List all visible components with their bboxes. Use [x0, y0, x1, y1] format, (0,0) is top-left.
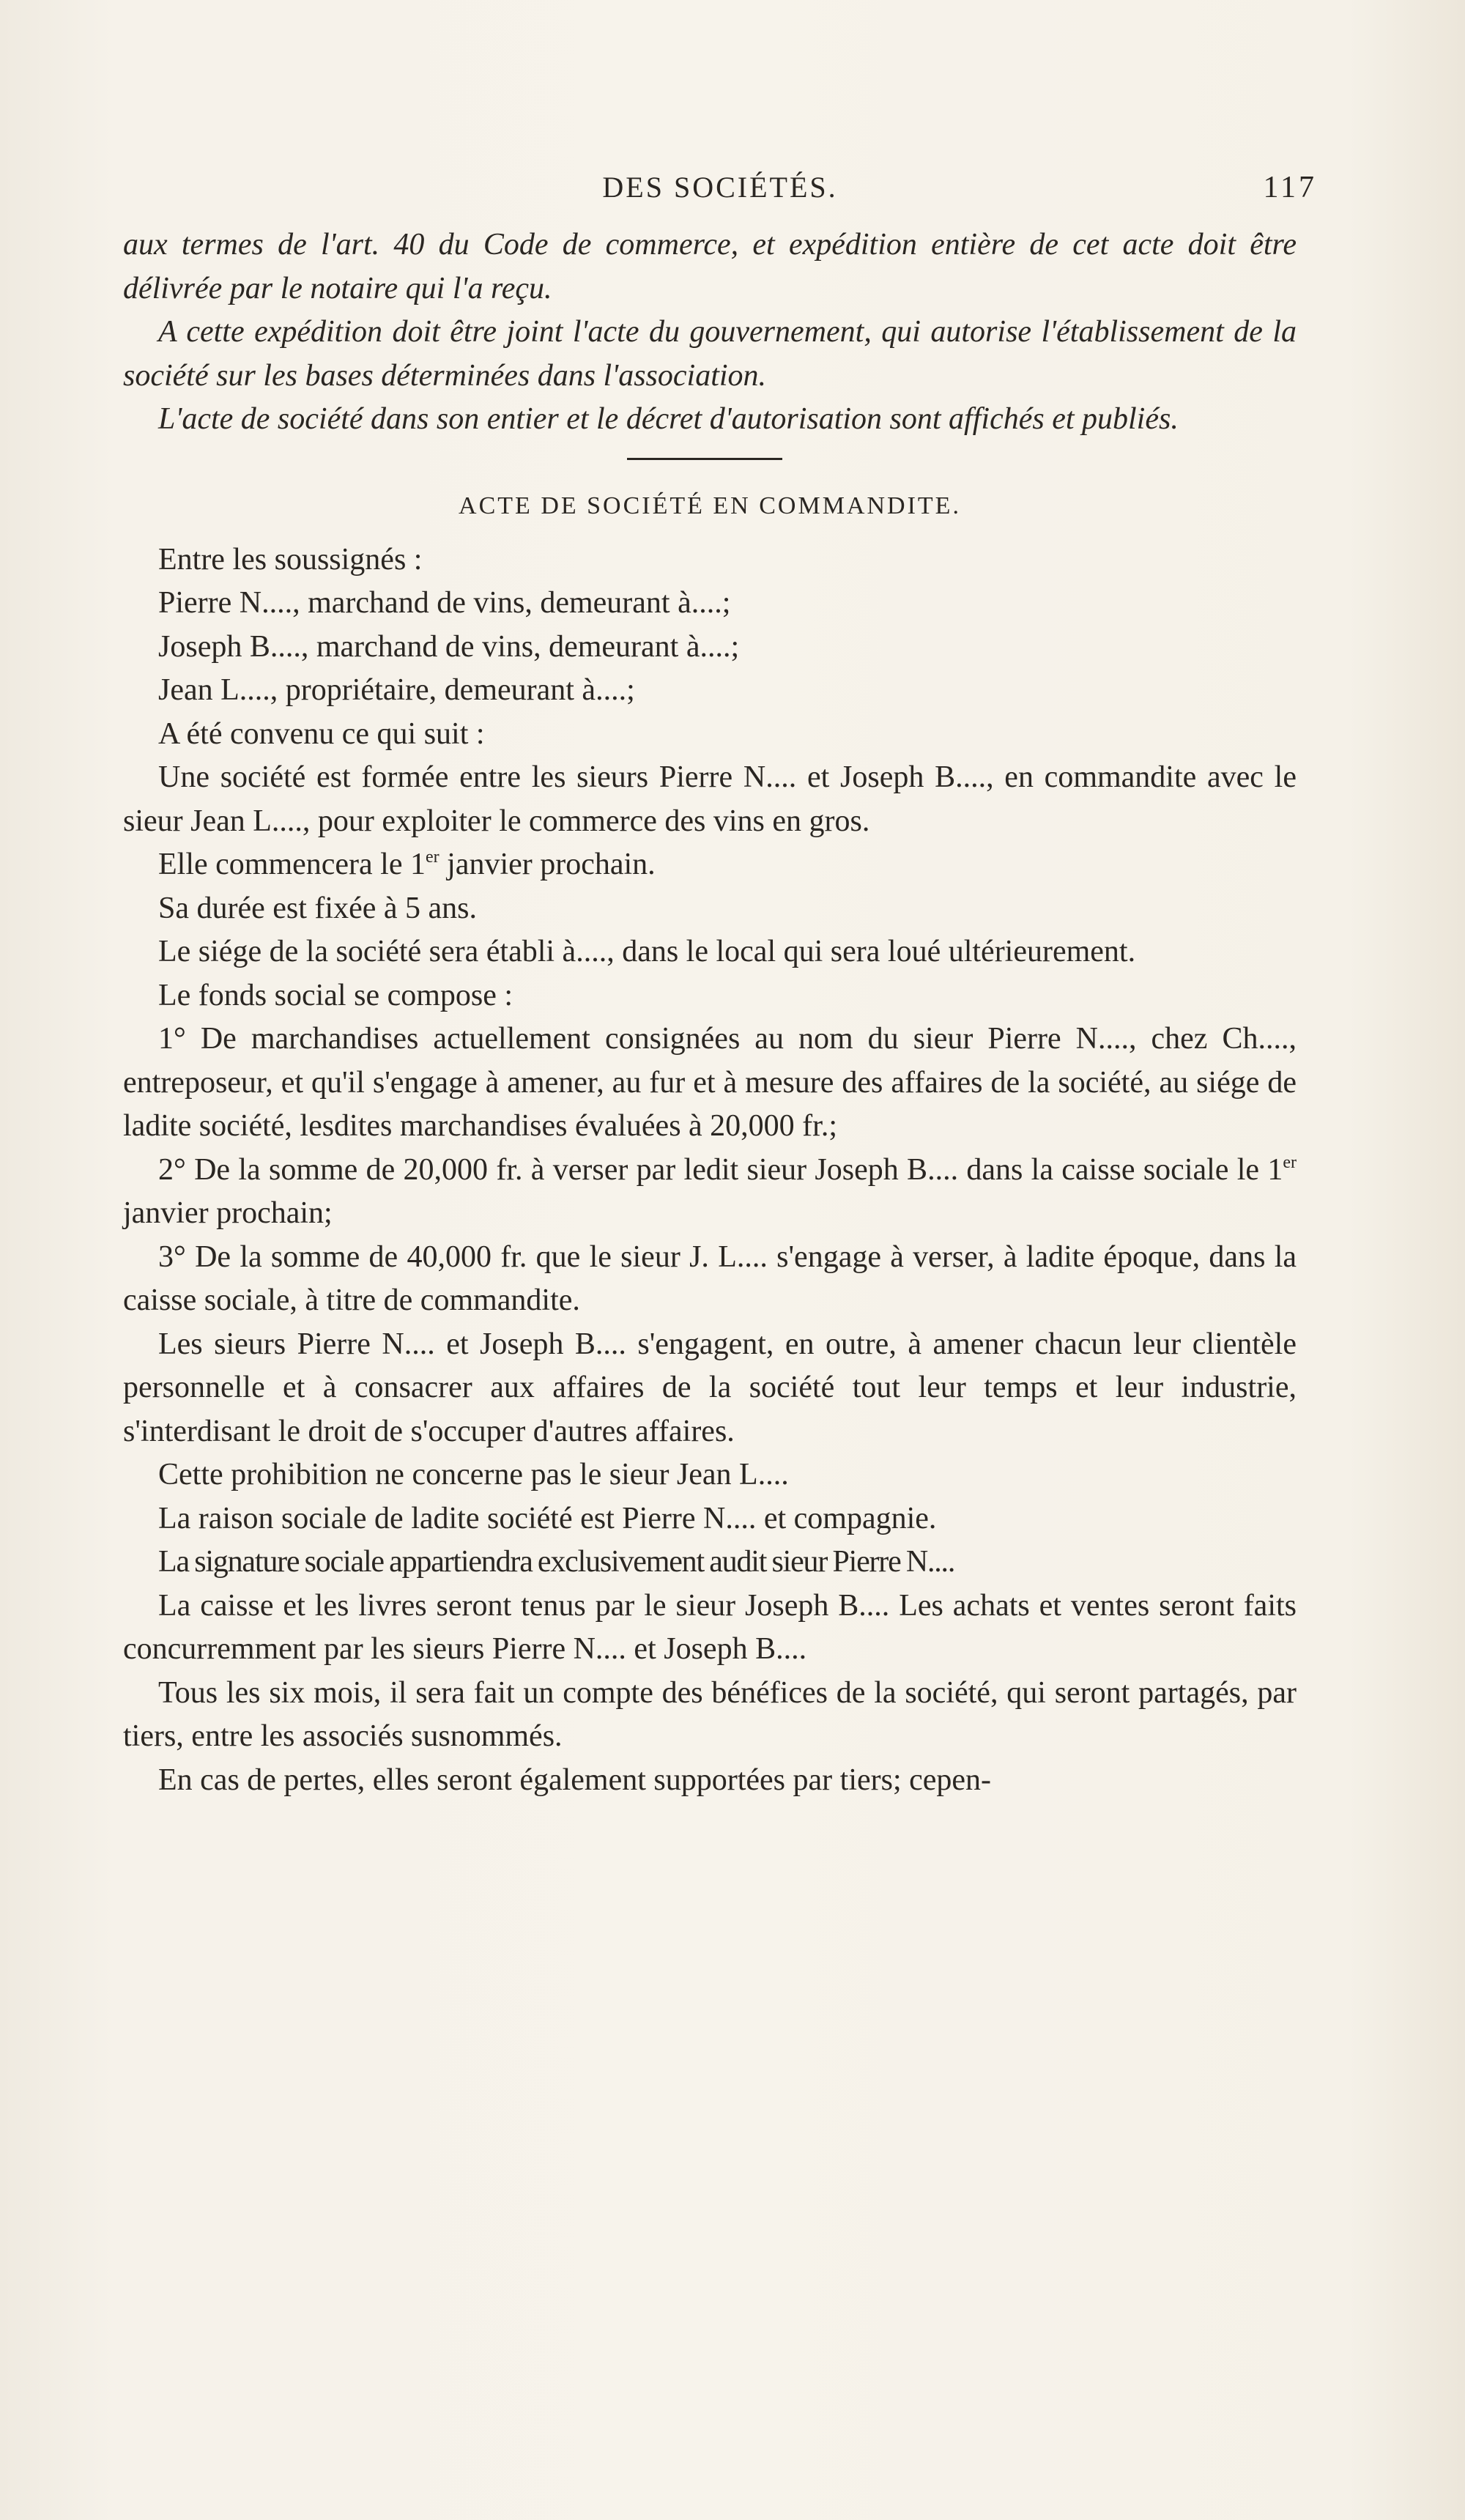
section-title: ACTE DE SOCIÉTÉ EN COMMANDITE. [459, 492, 961, 519]
paragraph: A été convenu ce qui suit : [158, 716, 485, 751]
running-title: DES SOCIÉTÉS. [602, 171, 838, 204]
paragraph: Cette prohibition ne concerne pas le sieur Jean L.... [158, 1458, 789, 1491]
page-text [123, 223, 1297, 1802]
intro-paragraph-1: aux termes de l'art. 40 du Code de commerce, et expédition entière de cet acte doit être délivrée par le notaire qui l'a reçu. [123, 228, 1297, 305]
paragraph: La caisse et les livres seront tenus par le sieur Joseph B.... Les achats et ventes seront faits concurremment par les sieurs Pierre N.... et Joseph B.... [123, 1588, 1297, 1666]
page-header [123, 170, 1317, 214]
paragraph [123, 843, 1297, 887]
text-run: 2° De la somme de 20,000 fr. à verser par ledit sieur Joseph B.... dans la caisse sociale le 1 [158, 1152, 1283, 1187]
section-divider [123, 442, 1297, 480]
intro-paragraph-3: L'acte de société dans son entier et le décret d'autorisation sont affichés et publiés. [158, 402, 1179, 436]
paragraph: Les sieurs Pierre N.... et Joseph B.... s'engagent, en outre, à amener chacun leur clientèle personnelle et à consacrer aux affaires de la société tout leur temps et leur industrie, s'interdisant le droit de s'occuper d'autres affaires. [123, 1327, 1297, 1448]
paragraph: Une société est formée entre les sieurs Pierre N.... et Joseph B...., en commandite avec le sieur Jean L...., pour exploiter le commerce des vins en gros. [123, 760, 1297, 838]
superscript: er [425, 848, 440, 867]
intro-paragraph-2: A cette expédition doit être joint l'acte du gouvernement, qui autorise l'établissement de la société sur les bases déterminées dans l'association. [123, 315, 1297, 393]
paragraph: 1° De marchandises actuellement consignées au nom du sieur Pierre N...., chez Ch...., entreposeur, et qu'il s'engage à amener, au fur et à mesure des affaires de la société, au siége de ladite société, lesdites marchandises évaluées à 20,000 fr.; [123, 1022, 1297, 1143]
page-number: 117 [1263, 171, 1317, 204]
text-run: Elle commencera le 1 [158, 848, 426, 881]
text-run: janvier prochain; [123, 1196, 333, 1230]
paragraph: Jean L...., propriétaire, demeurant à....; [158, 673, 635, 707]
paragraph: Tous les six mois, il sera fait un compte des bénéfices de la société, qui seront partagés, par tiers, entre les associés susnommés. [123, 1675, 1297, 1753]
paragraph: En cas de pertes, elles seront également supportées par tiers; cepen- [158, 1763, 992, 1797]
text-run: janvier prochain. [439, 848, 656, 881]
paragraph: Sa durée est fixée à 5 ans. [158, 891, 477, 925]
paragraph: La raison sociale de ladite société est Pierre N.... et compagnie. [158, 1501, 937, 1535]
paragraph: 3° De la somme de 40,000 fr. que le sieur J. L.... s'engage à verser, à ladite époque, dans la caisse sociale, à titre de commandite. [123, 1239, 1297, 1317]
paragraph: Entre les soussignés : [158, 542, 423, 577]
paragraph: Le siége de la société sera établi à...., dans le local qui sera loué ultérieurement. [158, 935, 1136, 968]
superscript: er [1283, 1152, 1297, 1172]
paragraph: La signature sociale appartiendra exclusivement audit sieur Pierre N.... [158, 1545, 955, 1579]
paragraph [123, 1149, 1297, 1236]
divider-rule [627, 458, 782, 460]
paragraph: Pierre N...., marchand de vins, demeurant à....; [158, 586, 731, 620]
paragraph: Le fonds social se compose : [158, 978, 513, 1012]
paragraph: Joseph B...., marchand de vins, demeurant à....; [158, 629, 740, 664]
